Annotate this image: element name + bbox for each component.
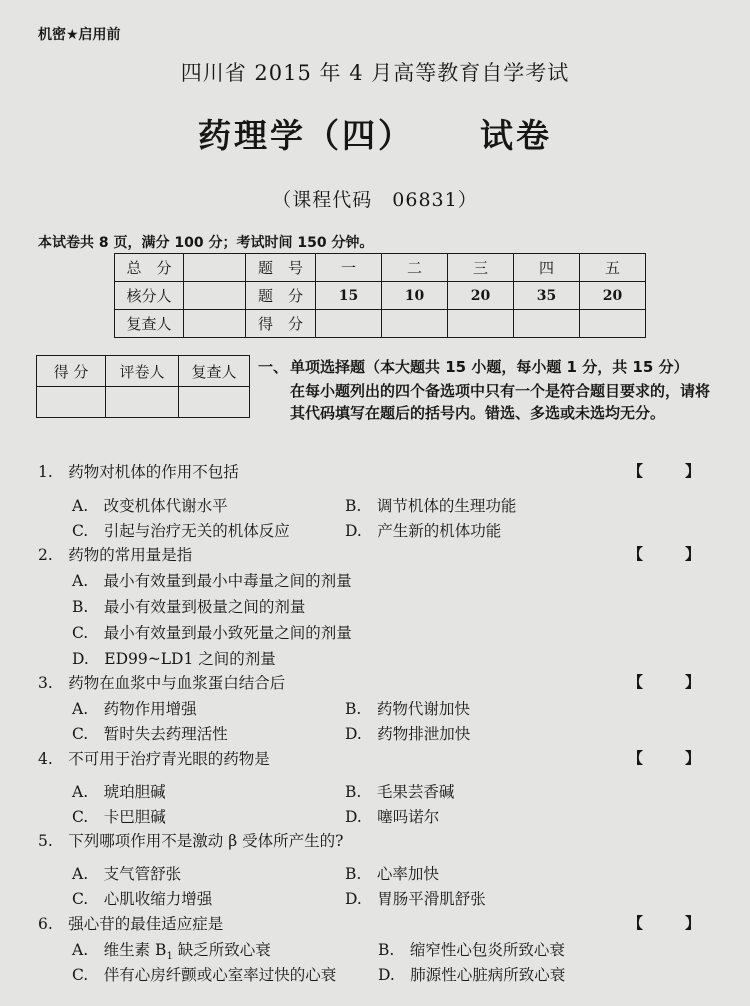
table-row <box>115 254 646 282</box>
course-code-value: 06831） <box>392 189 478 211</box>
table-cell: 20 <box>448 282 514 310</box>
table-cell: 一 <box>316 254 382 282</box>
option-b: B. 缩窄性心包炎所致心衰 <box>378 941 565 959</box>
option-b: B. 心率加快 <box>345 865 439 883</box>
table-cell: 复查人 <box>115 310 184 338</box>
table-row <box>115 310 646 338</box>
option-d: D. 胃肠平滑肌舒张 <box>345 890 486 908</box>
option-b: B. 调节机体的生理功能 <box>345 497 517 515</box>
grade-cell <box>179 387 250 418</box>
option-a: A. 维生素 $B_1$ 缺乏所致心衰 <box>72 941 271 963</box>
question-stem: 6. 强心苷的最佳适应症是 <box>38 915 224 933</box>
table-cell <box>184 282 246 310</box>
subject-name: 药理学（四） <box>198 116 414 155</box>
grade-header: 复查人 <box>179 356 250 387</box>
section-number: 一、 <box>258 358 289 376</box>
table-cell <box>382 310 448 338</box>
option-d: D. 肺源性心脏病所致心衰 <box>378 966 566 984</box>
option-c: C. 卡巴胆碱 <box>72 808 166 826</box>
table-cell: 15 <box>316 282 382 310</box>
table-cell: 五 <box>580 254 646 282</box>
question-stem: 1. 药物对机体的作用不包括 <box>38 463 239 481</box>
option-b: B. 药物代谢加快 <box>345 700 470 718</box>
secret-label: 机密★启用前 <box>38 27 121 43</box>
grade-cell <box>106 387 179 418</box>
table-cell <box>316 310 382 338</box>
option-d: D. ED99~LD1 之间的剂量 <box>72 650 276 668</box>
table-cell <box>448 310 514 338</box>
answer-bracket[interactable]: 【 】 <box>628 462 701 480</box>
course-code <box>0 185 750 212</box>
table-cell <box>184 310 246 338</box>
table-cell: 题 号 <box>246 254 316 282</box>
table-cell <box>184 254 246 282</box>
section-title: 单项选择题（本大题共 15 小题，每小题 1 分，共 15 分） <box>290 358 689 376</box>
exam-title: 四川省 2015 年 4 月高等教育自学考试 <box>180 61 570 85</box>
course-code-label: （课程代码 <box>272 189 373 211</box>
table-row <box>37 387 250 418</box>
option-b: B. 毛果芸香碱 <box>345 783 455 801</box>
answer-bracket[interactable]: 【 】 <box>628 545 701 563</box>
question-stem: 4. 不可用于治疗青光眼的药物是 <box>38 750 270 768</box>
subject-title <box>0 110 750 157</box>
paper-word: 试卷 <box>480 116 552 155</box>
table-cell: 四 <box>514 254 580 282</box>
table-cell <box>580 310 646 338</box>
table-row <box>37 356 250 387</box>
option-c: C. 心肌收缩力增强 <box>72 890 213 908</box>
option-a: A. 琥珀胆碱 <box>72 783 166 801</box>
answer-bracket[interactable]: 【 】 <box>628 673 701 691</box>
section-instructions: 在每小题列出的四个备选项中只有一个是符合题目要求的，请将其代码填写在题后的括号内。错选、多选或未选均无分。 <box>290 382 711 422</box>
table-cell: 题 分 <box>246 282 316 310</box>
question-stem: 2. 药物的常用量是指 <box>38 546 193 564</box>
grade-cell <box>37 387 106 418</box>
option-c: C. 伴有心房纤颤或心室率过快的心衰 <box>72 966 337 984</box>
grade-header: 得 分 <box>37 356 106 387</box>
table-cell <box>514 310 580 338</box>
grade-header: 评卷人 <box>106 356 179 387</box>
option-a: A. 最小有效量到最小中毒量之间的剂量 <box>72 572 352 590</box>
option-a: A. 药物作用增强 <box>72 700 197 718</box>
answer-bracket[interactable]: 【 】 <box>628 749 701 767</box>
table-cell: 二 <box>382 254 448 282</box>
option-d: D. 噻吗诺尔 <box>345 808 440 826</box>
table-cell: 三 <box>448 254 514 282</box>
table-cell: 核分人 <box>115 282 184 310</box>
option-c: C. 暂时失去药理活性 <box>72 725 228 743</box>
option-c: C. 最小有效量到最小致死量之间的剂量 <box>72 624 352 642</box>
table-cell: 35 <box>514 282 580 310</box>
table-cell: 10 <box>382 282 448 310</box>
option-a: A. 改变机体代谢水平 <box>72 497 228 515</box>
table-cell: 总 分 <box>115 254 184 282</box>
table-row <box>115 282 646 310</box>
answer-bracket[interactable]: 【 】 <box>628 914 701 932</box>
option-b: B. 最小有效量到极量之间的剂量 <box>72 598 306 616</box>
question-stem: 3. 药物在血浆中与血浆蛋白结合后 <box>38 674 286 692</box>
table-cell: 得 分 <box>246 310 316 338</box>
grade-box <box>36 355 250 418</box>
option-d: D. 药物排泄加快 <box>345 725 471 743</box>
option-c: C. 引起与治疗无关的机体反应 <box>72 522 290 540</box>
score-table <box>114 253 646 338</box>
option-d: D. 产生新的机体功能 <box>345 522 502 540</box>
table-cell: 20 <box>580 282 646 310</box>
question-stem: 5. 下列哪项作用不是激动 β 受体所产生的? <box>38 832 344 850</box>
option-a: A. 支气管舒张 <box>72 865 182 883</box>
exam-info: 本试卷共 8 页，满分 100 分；考试时间 150 分钟。 <box>38 235 374 251</box>
